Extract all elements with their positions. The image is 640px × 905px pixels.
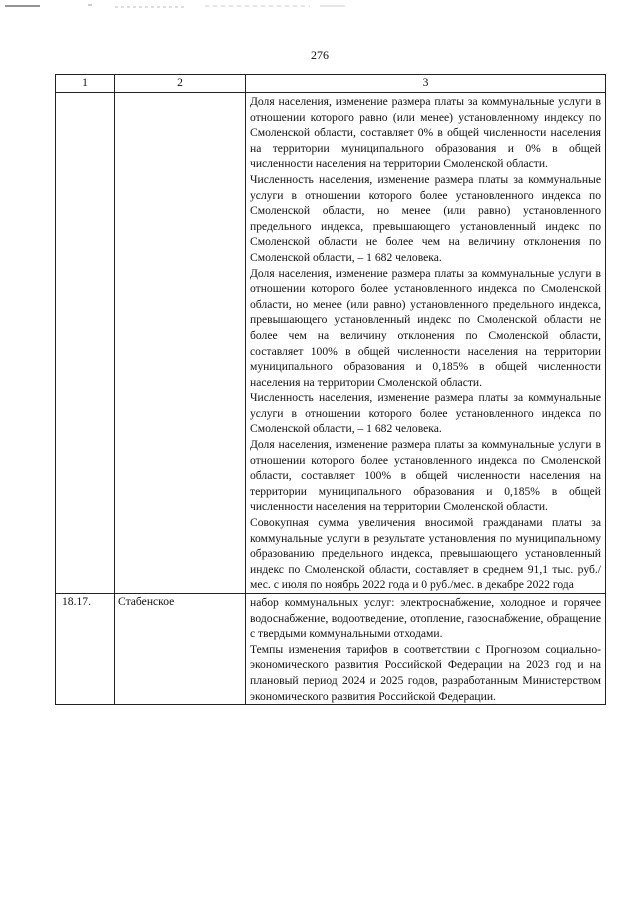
municipality-cell (115, 93, 246, 594)
column-header: 2 (115, 75, 246, 93)
paragraph: Доля населения, изменение размера платы за коммунальные услуги в отношении которого более установленного индекса по Смоленской области, составляет 100% в общей численности населения на территории муниципального образования и 0,185% в общей численности населения на территории Смоленской области. (250, 438, 601, 514)
description-cell (246, 93, 606, 594)
table-row (56, 594, 606, 705)
column-header: 1 (56, 75, 115, 93)
column-header: 3 (246, 75, 606, 93)
page-number: 276 (311, 48, 329, 62)
paragraph: набор коммунальных услуг: электроснабжение, холодное и горячее водоснабжение, водоотведение, отопление, газоснабжение, обращение с твердыми коммунальными отходами. (250, 596, 601, 641)
paragraph: Темпы изменения тарифов в соответствии с Прогнозом социально-экономического развития Российской Федерации на 2023 год и на плановый период 2024 и 2025 годов, разработанным Министерством экономического развития Российской Федерации. (250, 642, 601, 703)
table-row (56, 93, 606, 594)
paragraph: Численность населения, изменение размера платы за коммунальные услуги в отношении которого более установленного индекса по Смоленской области, – 1 682 человека. (250, 391, 601, 436)
paragraph: Доля населения, изменение размера платы за коммунальные услуги в отношении которого равно (или менее) установленному индексу по Смоленской области, составляет 0% в общей численности населения на территории муниципального образования и 0% в общей численности населения на территории Смоленской области. (250, 95, 601, 171)
row-number-cell: 18.17. (56, 594, 115, 705)
paragraph: Численность населения, изменение размера платы за коммунальные услуги в отношении которого более установленного индекса по Смоленской области, но менее (или равно) установленного предельного индекса, превышающего установленный индекс по Смоленской области не более чем на величину отклонения по Смоленской области, – 1 682 человека. (250, 172, 601, 264)
paragraph: Доля населения, изменение размера платы за коммунальные услуги в отношении которого более установленного индекса по Смоленской области, но менее (или равно) установленного предельного индекса, превышающего установленный индекс по Смоленской области не более чем на величину отклонения по Смоленской области, составляет 100% в общей численности населения на территории муниципального образования и 0,185% в общей численности населения на территории Смоленской области. (250, 266, 601, 389)
paragraph: Совокупная сумма увеличения вносимой гражданами платы за коммунальные услуги в результате установления по муниципальному образованию предельного индекса, превышающего установленный индекс по Смоленской области, составляет в среднем 91,1 тыс. руб./мес. с июля по ноябрь 2022 года и 0 руб./мес. в декабре 2022 года (250, 516, 601, 592)
row-number-cell (56, 93, 115, 594)
document-table (55, 74, 606, 705)
table-header-row (56, 75, 606, 93)
municipality-cell: Стабенское (115, 594, 246, 705)
scan-artifact-marks (0, 0, 640, 20)
description-cell (246, 594, 606, 705)
